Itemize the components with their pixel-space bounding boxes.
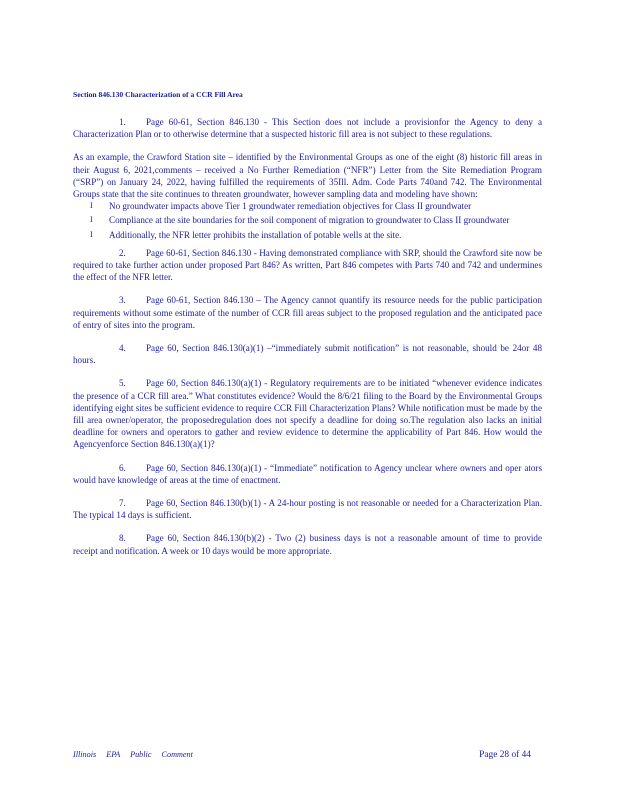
comment-text: Page 60-61, Section 846.130 - This Section does not include a provisionfor the Agency to deny a Characterization Plan or to otherwise determine that a suspected historic fill area is not subject to these regulations. [73,117,542,140]
comment-number: 8. [119,533,126,544]
comment-text: Page 60, Section 846.130(a)(1) - “Immediate” notification to Agency unclear where owners and oper ators would have knowledge of areas at the time of enactment. [73,462,542,485]
comment-number: 5. [119,378,126,389]
section-heading: Section 846.130 Characterization of a CCR Fill Area [73,90,243,99]
footer-source: Illinois EPA Public Comment [73,750,193,759]
comment-text: Page 60-61, Section 846.130 – The Agency cannot quantify its resource needs for the public participation requirements without some estimate of the number of CCR fill areas subject to the proposed regulation and the anticipated pace of entry of sites into the program. [73,295,542,330]
comment-paragraph-2 [73,247,542,284]
comment-text: Page 60, Section 846.130(b)(1) - A 24-hour posting is not reasonable or needed for a Characterization Plan. The typical 14 days is sufficient. [73,498,542,521]
list-item [73,200,542,212]
comment-number: 1. [119,117,126,127]
list-item-text: No groundwater impacts above Tier 1 groundwater remediation objectives for Class II groundwater [109,201,472,212]
bullet-marker: I [90,201,93,211]
list-item [73,229,542,241]
example-paragraph: As an example, the Crawford Station site – identified by the Environmental Groups as one of the eight (8) historic fill areas in their August 6, 2021,comments – received a No Further Remediation (“NFR”) Letter from the Site Remediation Program (“SRP”) on January 24, 2022, having fulfilled the requirements of 35Ill. Adm. Code Parts 740and 742. The Environmental Groups state that the site continues to threaten groundwater, however sampling data and modeling have shown: [73,152,542,200]
bullet-marker: I [90,215,93,225]
comment-number: 6. [119,462,126,473]
bullet-marker: I [90,229,93,239]
comment-paragraph-8 [73,532,542,556]
list-item-text: Compliance at the site boundaries for the soil component of migration to groundwater to Class II groundwater [109,215,510,226]
comment-number: 2. [119,247,126,258]
comment-number: 4. [119,343,126,354]
comment-paragraph-6 [73,462,542,486]
comment-text: Page 60, Section 846.130(b)(2) - Two (2) business days is not a reasonable amount of time to provide receipt and notification. A week or 10 days would be more appropriate. [73,533,542,556]
comment-number: 3. [119,295,126,306]
comment-number: 7. [119,498,126,509]
comment-paragraph-5 [73,377,542,450]
comment-text: Page 60-61, Section 846.130 - Having demonstrated compliance with SRP, should the Crawford site now be required to take further action under proposed Part 846? As written, Part 846 competes with Parts 740 and 742 and undermines the effect of the NFR letter. [73,247,542,283]
list-item [73,214,542,226]
page-number: Page 28 of 44 [479,750,531,760]
comment-paragraph-1 [73,116,542,140]
findings-list [73,200,542,241]
comment-paragraph-3 [73,294,542,331]
comment-text: Page 60, Section 846.130(a)(1) –“immediately submit notification” is not reasonable, should be 24or 48 hours. [73,343,542,366]
comment-paragraph-4 [73,342,542,366]
list-item-text: Additionally, the NFR letter prohibits the installation of potable wells at the site. [109,229,402,240]
document-body [73,116,542,568]
page-footer [73,749,531,763]
comment-text: Page 60, Section 846.130(a)(1) - Regulatory requirements are to be initiated “whenever evidence indicates the presence of a CCR fill area.” What constitutes evidence? Would the 8/6/21 filing to the Board by the Environmental Groups identifying eight sites be sufficient evidence to require CCR Fill Characterization Plans? While notification must be made by the fill area owner/operator, the proposedregulation does not specify a deadline for doing so.The regulation also lacks an initial deadline for owners and operators to gather and review evidence to determine the applicability of Part 846. How would the Agencyenforce Section 846.130(a)(1)? [73,378,542,450]
comment-paragraph-7 [73,497,542,521]
